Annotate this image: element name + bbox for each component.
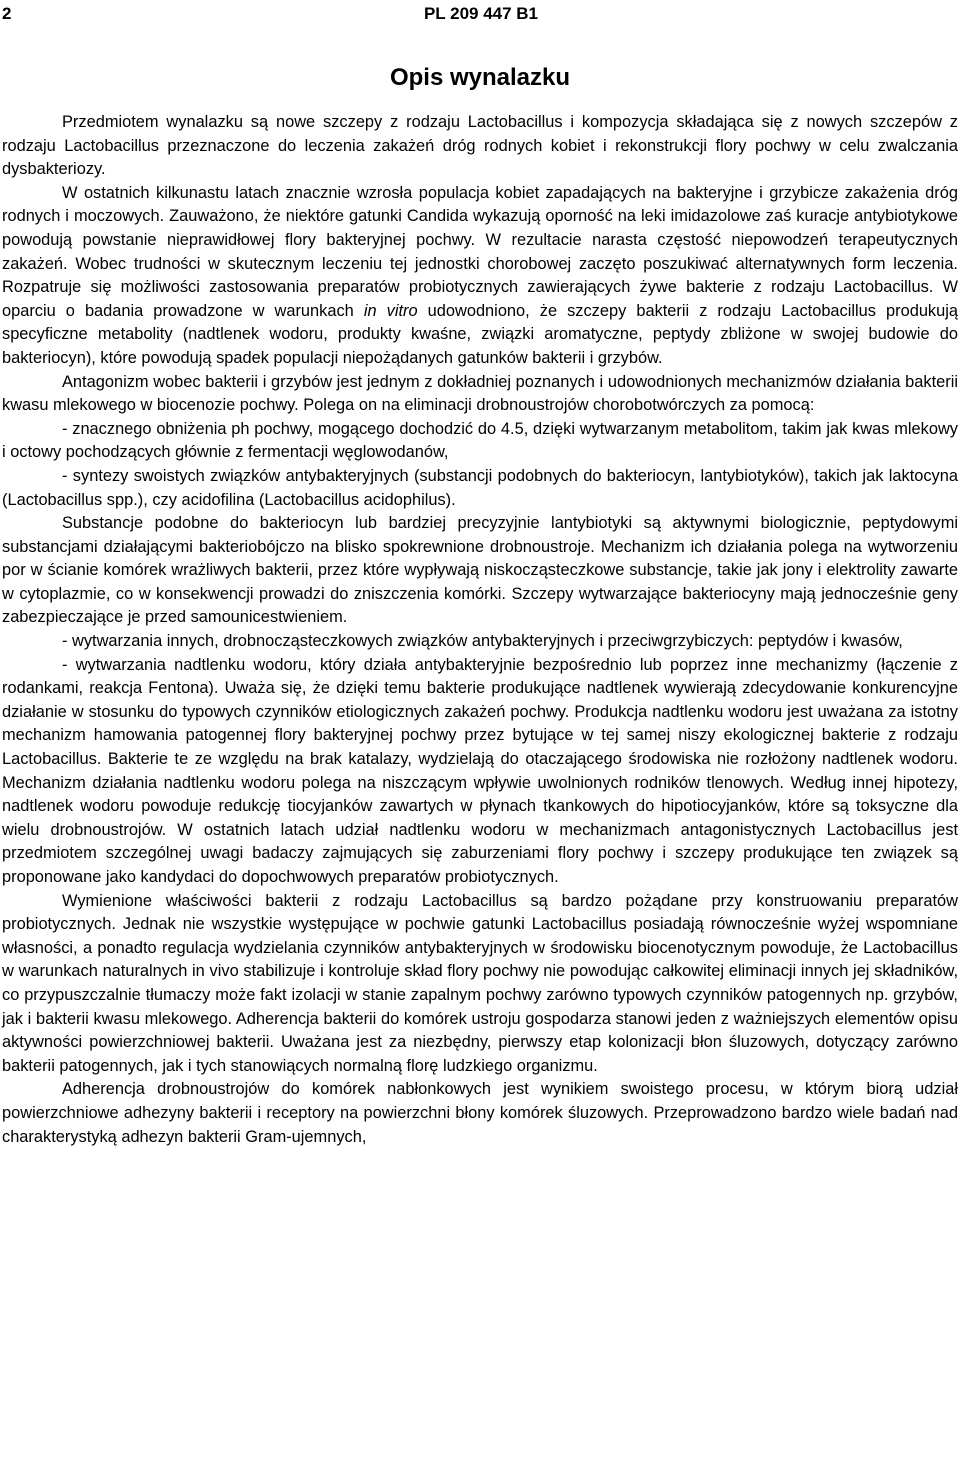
list-item: - syntezy swoistych związków antybakteryjnych (substancji podobnych do bakteriocyn, lantybiotyków), takich jak laktocyna (Lactobacillus spp.), czy acidofilina (Lactobacillus acidophilus). xyxy=(2,466,958,509)
paragraph xyxy=(2,182,958,371)
page-header xyxy=(2,4,960,28)
list-item: - znacznego obniżenia ph pochwy, mogącego dochodzić do 4.5, dzięki wytwarzanym metabolitom, takim jak kwas mlekowy i octowy pochodzących głównie z fermentacji węglowodanów, xyxy=(2,419,958,462)
patent-number: PL 209 447 B1 xyxy=(423,4,539,23)
paragraph-text: udowodniono, że szczepy bakterii z rodzaju Lactobacillus produkują specyficzne metabolity (nadtlenek wodoru, produkty kwaśne, związki aromatyczne, peptydy zbliżone w swojej budowie do bakteriocyn), które powodują spadek populacji niepożądanych gatunków bakterii i grzybów. xyxy=(2,301,959,367)
page-number: 2 xyxy=(2,4,12,23)
document-title: Opis wynalazku xyxy=(389,64,571,91)
list-item: - wytwarzania innych, drobnocząsteczkowych związków antybakteryjnych i przeciwgrzybiczych: peptydów i kwasów, xyxy=(62,632,903,651)
paragraph-text: W ostatnich kilkunastu latach znacznie wzrosła populacja kobiet zapadających na bakteryjne i grzybicze zakażenia dróg rodnych i moczowych. Zauważono, że niektóre gatunki Candida wykazują oporność na leki imidazolowe zaś kuracje antybiotykowe powodują powstanie nieprawidłowej flory bakteryjnej pochwy. W rezultacie narasta częstość niepowodzeń terapeutycznych zakażeń. Wobec trudności w skutecznym leczeniu tej jednostki chorobowej zaczęto poszukiwać alternatywnych form leczenia. Rozpatruje się możliwości zastosowania preparatów probiotycznych zawierających żywe bakterie z rodzaju Lactobacillus. W oparciu o badania prowadzone w warunkach xyxy=(2,183,958,320)
document-body xyxy=(2,111,958,1149)
paragraph: Wymienione właściwości bakterii z rodzaju Lactobacillus są bardzo pożądane przy konstruowaniu preparatów probiotycznych. Jednak nie wszystkie występujące w pochwie gatunki Lactobacillus posiadają równocześnie wyżej wspomniane własności, a ponadto regulacja wydzielania czynników antybakteryjnych w środowisku biocenotycznym powoduje, że Lactobacillus w warunkach naturalnych in vivo stabilizuje i kontroluje skład flory pochwy nie powodując całkowitej eliminacji innych jej składników, co przypuszczalnie tłumaczy może fakt izolacji w stanie zapalnym pochwy zarówno typowych czynników patogennych np. grzybów, jak i bakterii kwasu mlekowego. Adherencja bakterii do komórek ustroju gospodarza stanowi jeden z ważniejszych elementów opisu aktywności powierzchniowej bakterii. Uważana jest za niezbędny, pierwszy etap kolonizacji błon śluzowych, dotyczący zarówno bakterii patogennych, jak i tych stanowiących normalną florę ludzkiego organizmu. xyxy=(2,891,958,1075)
paragraph: Antagonizm wobec bakterii i grzybów jest jednym z dokładniej poznanych i udowodnionych mechanizmów działania bakterii kwasu mlekowego w biocenozie pochwy. Polega on na eliminacji drobnoustrojów chorobotwórczych za pomocą: xyxy=(2,372,958,415)
paragraph: Adherencja drobnoustrojów do komórek nabłonkowych jest wynikiem swoistego procesu, w którym biorą udział powierzchniowe adhezyny bakterii i receptory na powierzchni błony komórek śluzowych. Przeprowadzono bardzo wiele badań nad charakterystyką adhezyn bakterii Gram-ujemnych, xyxy=(2,1080,958,1146)
paragraph: Substancje podobne do bakteriocyn lub bardziej precyzyjnie lantybiotyki są aktywnymi biologicznie, peptydowymi substancjami działającymi bakteriobójczo na blisko spokrewnione drobnoustroje. Mechanizm ich działania polega na wytworzeniu por w ścianie komórek wrażliwych bakterii, przez które wypływają niskocząsteczkowe substancje, takie jak jony i elektrolity zawarte w cytoplazmie, co w konsekwencji prowadzi do zniszczenia komórki. Szczepy wytwarzające bakteriocyny mają jednocześnie geny zabezpieczające je przed samounicestwieniem. xyxy=(2,514,958,627)
paragraph: Przedmiotem wynalazku są nowe szczepy z rodzaju Lactobacillus i kompozycja składająca się z nowych szczepów z rodzaju Lactobacillus przeznaczone do leczenia zakażeń dróg rodnych kobiet i rekonstrukcji flory pochwy w celu zwalczania dysbakteriozy. xyxy=(2,113,958,179)
italic-term: in vitro xyxy=(363,301,418,320)
list-item: - wytwarzania nadtlenku wodoru, który działa antybakteryjnie bezpośrednio lub poprzez inne mechanizmy (łączenie z rodankami, reakcja Fentona). Uważa się, że dzięki temu bakterie produkujące nadtlenek wywierają zdecydowanie konkurencyjne działanie w stosunku do typowych czynników etiologicznych zakażeń pochwy. Produkcja nadtlenku wodoru jest uważana za istotny mechanizm hamowania patogennej flory bakteryjnej pochwy przez bytujące w tej samej niszy ekologicznej bakterie z rodzaju Lactobacillus. Bakterie te ze względu na brak katalazy, wydzielają do otaczającego środowiska nie rozłożony nadtlenek wodoru. Mechanizm działania nadtlenku wodoru polega na niszczącym wpływie uwolnionych rodników tlenowych. Według innej hipotezy, nadtlenek wodoru powoduje redukcję tiocyjanków zawartych w płynach tkankowych do hipotiocyjanków, które są toksyczne dla wielu drobnoustrojów. W ostatnich latach udział nadtlenku wodoru w mechanizmach antagonistycznych Lactobacillus jest przedmiotem szczególnej uwagi badaczy zajmujących się zaburzeniami flory pochwy i szczepy produkujące ten związek są proponowane jako kandydaci do dopochwowych preparatów probiotycznych. xyxy=(2,655,958,886)
